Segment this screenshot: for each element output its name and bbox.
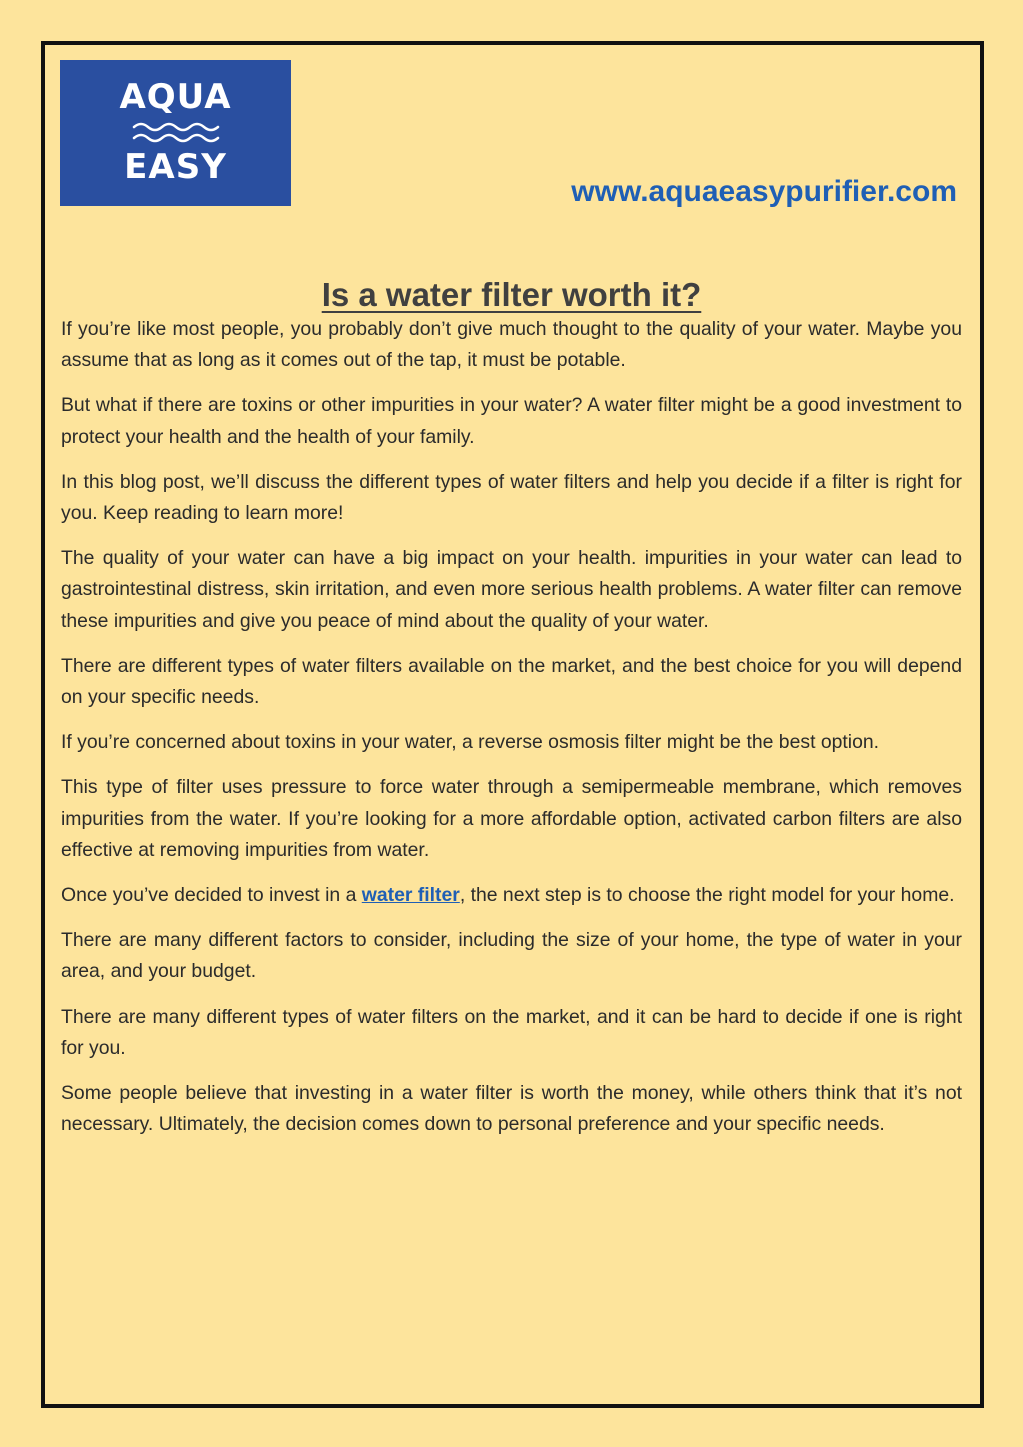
paragraph: Some people believe that investing in a water filter is worth the money, while others think that it’s not necessary. Ultimately, the decision comes down to personal preference and your specific needs. <box>61 1082 962 1136</box>
paragraph: There are many different types of water filters on the market, and it can be hard to decide if one is right for you. <box>61 1005 962 1059</box>
website-link[interactable]: www.aquaeasypurifier.com <box>571 175 957 208</box>
paragraph: The quality of your water can have a big impact on your health. impurities in your water can lead to gastrointestinal distress, skin irritation, and even more serious health problems. A water filter can remove these impurities and give you peace of mind about the quality of your water. <box>61 547 962 632</box>
paragraph-text-before-link: Once you’ve decided to invest in a <box>61 884 362 907</box>
paragraph: In this blog post, we’ll discuss the different types of water filters and help you decide if a filter is right for you. Keep reading to learn more! <box>61 470 962 525</box>
paragraph: This type of filter uses pressure to force water through a semipermeable membrane, which removes impurities from the water. If you’re looking for a more affordable option, activated carbon filters are also effective at removing impurities from water. <box>61 776 962 861</box>
water-filter-link[interactable]: water filter <box>361 884 460 907</box>
waves-icon <box>132 120 220 144</box>
paragraph: There are different types of water filters available on the market, and the best choice for you will depend on your specific needs. <box>61 654 962 709</box>
paragraph: There are many different factors to consider, including the size of your home, the type of water in your area, and your budget. <box>61 929 962 983</box>
aqua-easy-logo <box>60 60 291 206</box>
logo-text-top: AQUA <box>119 77 232 117</box>
article-title: Is a water filter worth it? <box>321 276 702 314</box>
paragraph-text-after-link: , the next step is to choose the right model for your home. <box>459 884 955 907</box>
article-body <box>61 314 962 1154</box>
paragraph: But what if there are toxins or other impurities in your water? A water filter might be a good investment to protect your health and the health of your family. <box>61 394 962 448</box>
paragraph: If you’re concerned about toxins in your water, a reverse osmosis filter might be the best option. <box>61 731 880 754</box>
paragraph-with-link <box>61 880 962 911</box>
logo-text-bottom: EASY <box>124 147 227 187</box>
paragraph: If you’re like most people, you probably don’t give much thought to the quality of your water. Maybe you assume that as long as it comes out of the tap, it must be potable. <box>61 318 962 372</box>
